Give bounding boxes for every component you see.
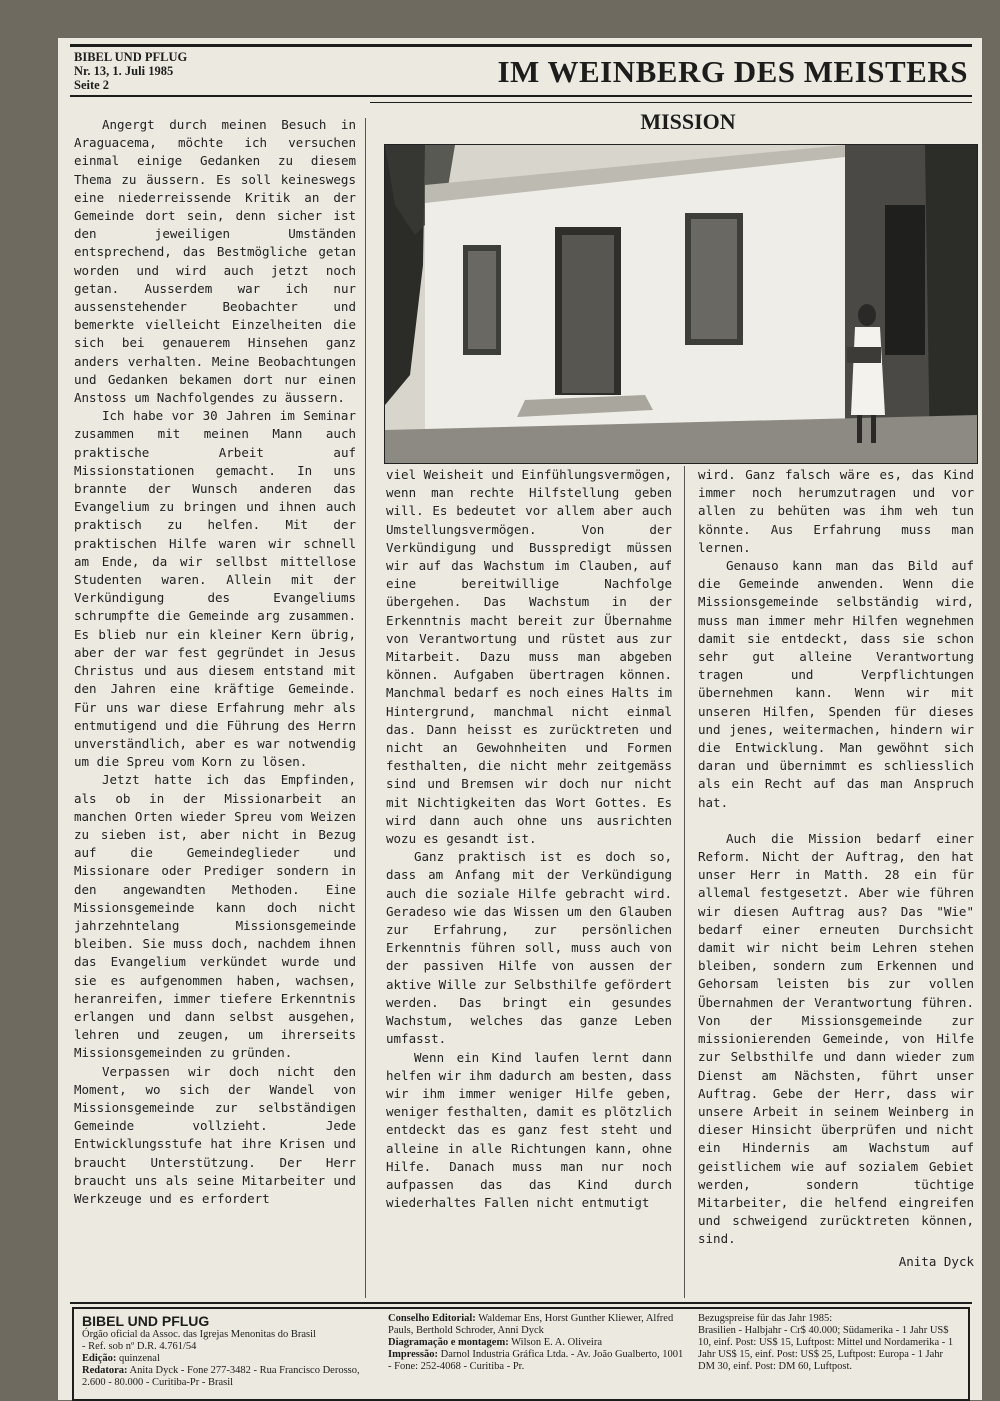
editorial-board: Conselho Editorial: Waldemar Ens, Horst Gunther Kliewer, Alfred Pauls, Berthold Schroder, Anni Dyck [388,1313,674,1336]
paragraph: wird. Ganz falsch wäre es, das Kind immer noch herumzutragen und vor allen zu behüten was ihm weh tun könnte. Aus Erfahrung muss man lernen. [698,467,974,555]
paragraph: Ich habe vor 30 Jahren im Seminar zusammen mit meinen Mann auch praktische Arbeit auf Missionstationen gemacht. In uns brannte der Wunsch anderen das Evangelium zu bringen und ihnen auch praktisch zu helfen. Mit der praktischen Hilfe waren wir schnell am Ende, da wir sellbst mittellose Studenten waren. Allein mit der Verkündigung des Evangeliums schrumpfte die Gemeinde arg zusammen. Es blieb nur ein kleiner Kern übrig, aber der war fest gegründet in Jesus Christus und aus diesem entstand mit den Jahren eine kräftige Gemeinde. Für uns war diese Erfahrung mehr als entmutigend und die Führung des Herrn unverständlich, aber es war notwendig um die Spreu vom Korn zu lösen. [74,408,356,770]
imprint-credits [388,1313,688,1373]
imprint-edition: Edição: quinzenal [82,1353,160,1364]
layout-credit: Diagramação e montagem: Wilson E. A. Oliveira [388,1337,603,1348]
imprint-editor: Redatora: Anita Dyck - Fone 277-3482 - Rua Francisco Derosso, 2.600 - 80.000 - Curitiba-Pr - Brasil [82,1365,360,1388]
prices-text: Brasilien - Halbjahr - Cr$ 40.000; Südamerika - 1 Jahr US$ 10, einf. Post: US$ 15, Luftpost: Mittel und Nordamerika - 1 Jahr US$ 15, einf. Post: US$ 25, Luftpost: Europa - 1 Jahr DM 30, einf. Post: DM 60, Luftpost. [698,1325,954,1372]
paragraph: Verpassen wir doch nicht den Moment, wo sich der Wandel von Missionsgemeinde zur selbständigen Gemeinde vollzieht. Jede Entwicklungsstufe hat ihre Krisen und braucht Unterstützung. Der Herr braucht uns als seine Mitarbeiter und Werkzeuge und es erfordert [74,1063,356,1206]
paragraph: Auch die Mission bedarf einer Reform. Nicht der Auftrag, den hat unser Herr in Matth. 28 ein für allemal festgesetzt. Aber wie führen wir diesen Auftrag aus? Das "Wie" bedarf einer erneuten Durchsicht damit wir nicht beim Lehren stehen bleiben, sondern zum Erkennen und Gehorsam leisten bis zur vollen Übernahmen der Verantwortung führen. Von der Missionsgemeinde zur missionierenden Gemeinde, von Hilfe zur Selbsthilfe und dann wieder zum Dienst am Nächsten, führt unser Auftrag. Gebe der Herr, dass wir unsere Arbeit in seinem Weinberg in dieser Hinsicht überprüfen und nicht ein Hindernis am Wachstum auf geistlichem wie auf sozialem Gebiet werden, sondern tüchtige Mitarbeiter, die helfend eingreifen und schweigend zurücktreten können, sind. [698,830,974,1247]
paragraph: Angergt durch meinen Besuch in Araguacema, möchte ich versuchen einmal einige Gedanken zu diesem Thema zu äussern. Es soll keineswegs eine niederreissende Kritik an der Gemeinde dort sein, denn sicher ist den jeweiligen Umständen entsprechend, das Bestmögliche getan worden und wird auch jetzt noch getan. Ausserdem war ich nur aussenstehender Beobachter und bemerkte vielleicht Einzelheiten die sich bei genauerem Hinsehen ganz anders verhalten. Meine Beobachtungen und Gedanken bekamen dort nur einen Anstoss um Nachfolgendes zu äussern. [74,117,356,406]
paragraph: viel Weisheit und Einfühlungsvermögen, wenn man rechte Hilfstellung geben will. Es bedeutet vor allem aber auch Umstellungsvermögen. Von der Verkündigung und Busspredigt müssen wir auf das Wachstum im Clauben, auf eine bereitwillige Nachfolge übergehen. Das Wachstum in der Erkenntnis macht bereit zur Übernahme von Verantwortung und rüstet aus zur Mitarbeit. Dazu muss man abgeben können. Aufgaben übertragen können. Manchmal bedarf es noch eines Halts im Hintergrund, manchmal nicht einmal das. Dann heisst es zurücktreten und nicht an Gewohnheiten und Formen festhalten, die nicht mehr zeitgemäss sind und Bremsen wir doch nur nicht mit Nichtigkeiten das Wort Gottes. Es wird dann auch ohne uns ausrichten wozu es gesandt ist. [386,467,672,847]
paragraph: Genauso kann man das Bild auf die Gemeinde anwenden. Wenn die Missionsgemeinde selbständig wird, muss man immer mehr Hilfen wegnehmen damit sie entdeckt, dass sie schon sehr gut alleine Verantwortung tragen und Verpflichtungen übernehmen kann. Wenn wir mit unseren Hilfen, Spenden für dieses und jenes, weitermachen, hindern wir die Entwicklung. Man gewöhnt sich daran und übernimmt es schliesslich als ein Recht auf das man Anspruch hat. [698,558,974,810]
mission-building-photo [384,144,978,464]
imprint-org: Órgão oficial da Assoc. das Igrejas Menonitas do Brasil [82,1329,316,1340]
paragraph: Jetzt hatte ich das Empfinden, als ob in der Missionarbeit an manchen Orten wieder Spreu vom Weizen zu sieben ist, aber nicht in Bezug auf die Gemeindeglieder und Missionare oder Prediger sondern in den angewandten Methoden. Eine Missionsgemeinde kann doch nicht jahrzehntelang Missionsgemeinde bleiben. Sie muss doch, nachdem ihnen das Evangelium verkündet wurde und sie es aufgenommen haben, wachsen, heranreifen, immer tiefere Erkenntnis erlangen und dann selbst ausgehen, lehren und zeugen, um ihrerseits Missionsgemeinden zu gründen. [74,772,356,1061]
publication-name: BIBEL UND PFLUG [74,50,188,64]
imprint-brand: BIBEL UND PFLUG [82,1313,210,1329]
masthead-info [74,50,294,92]
footer-rule [70,1302,972,1304]
print-credit: Impressão: Darnol Industria Gráfica Ltda. - Av. João Gualberto, 1001 - Fone: 252-4068 - Curitiba - Pr. [388,1349,684,1372]
article-column-2 [386,466,672,1212]
paragraph: Wenn ein Kind laufen lernt dann helfen wir ihm dadurch am besten, dass wir ihm immer weniger Hilfe geben, weniger festhalten, damit es plötzlich entdeckt das es ganz fest steht und alleine in alle Richtungen kann, ohne Hilfe. Danach muss man nur noch aufpassen das das Kind durch wiederhaltes Fallen nicht entmutigt [386,1049,672,1211]
newspaper-page [58,38,982,1400]
top-rule [70,44,972,47]
section-title: IM WEINBERG DES MEISTERS [497,54,968,89]
column-divider [684,466,685,1298]
article-subhead: MISSION [640,109,736,134]
issue-line: Nr. 13, 1. Juli 1985 [74,64,174,78]
imprint-publication [82,1313,378,1389]
column-divider [365,118,366,1298]
article-column-1 [74,116,356,1208]
photo-illustration [385,145,977,463]
subhead-rule [370,102,972,103]
article-column-3 [698,466,974,1271]
imprint-registration: - Ref. sob nº D.R. 4.761/54 [82,1341,197,1352]
prices-title: Bezugspreise für das Jahr 1985: [698,1313,833,1324]
imprint-box [72,1307,970,1401]
page-number: Seite 2 [74,78,110,92]
author-signature: Anita Dyck [898,1253,974,1269]
title-rule [70,95,972,97]
imprint-prices [698,1313,962,1373]
paragraph: Ganz praktisch ist es doch so, dass am Anfang mit der Verkündigung auch die soziale Hilfe gebracht wird. Geradeso wie das Wissen um den Glauben zur Erfahrung, zur persönlichen Erkenntnis führen soll, muss auch von der passiven Hilfe von aussen der aktive Wille zur Selbsthilfe gefördert werden. Das bringt ein gesundes Wachstum, welches das ganze Leben umfasst. [386,849,672,1047]
